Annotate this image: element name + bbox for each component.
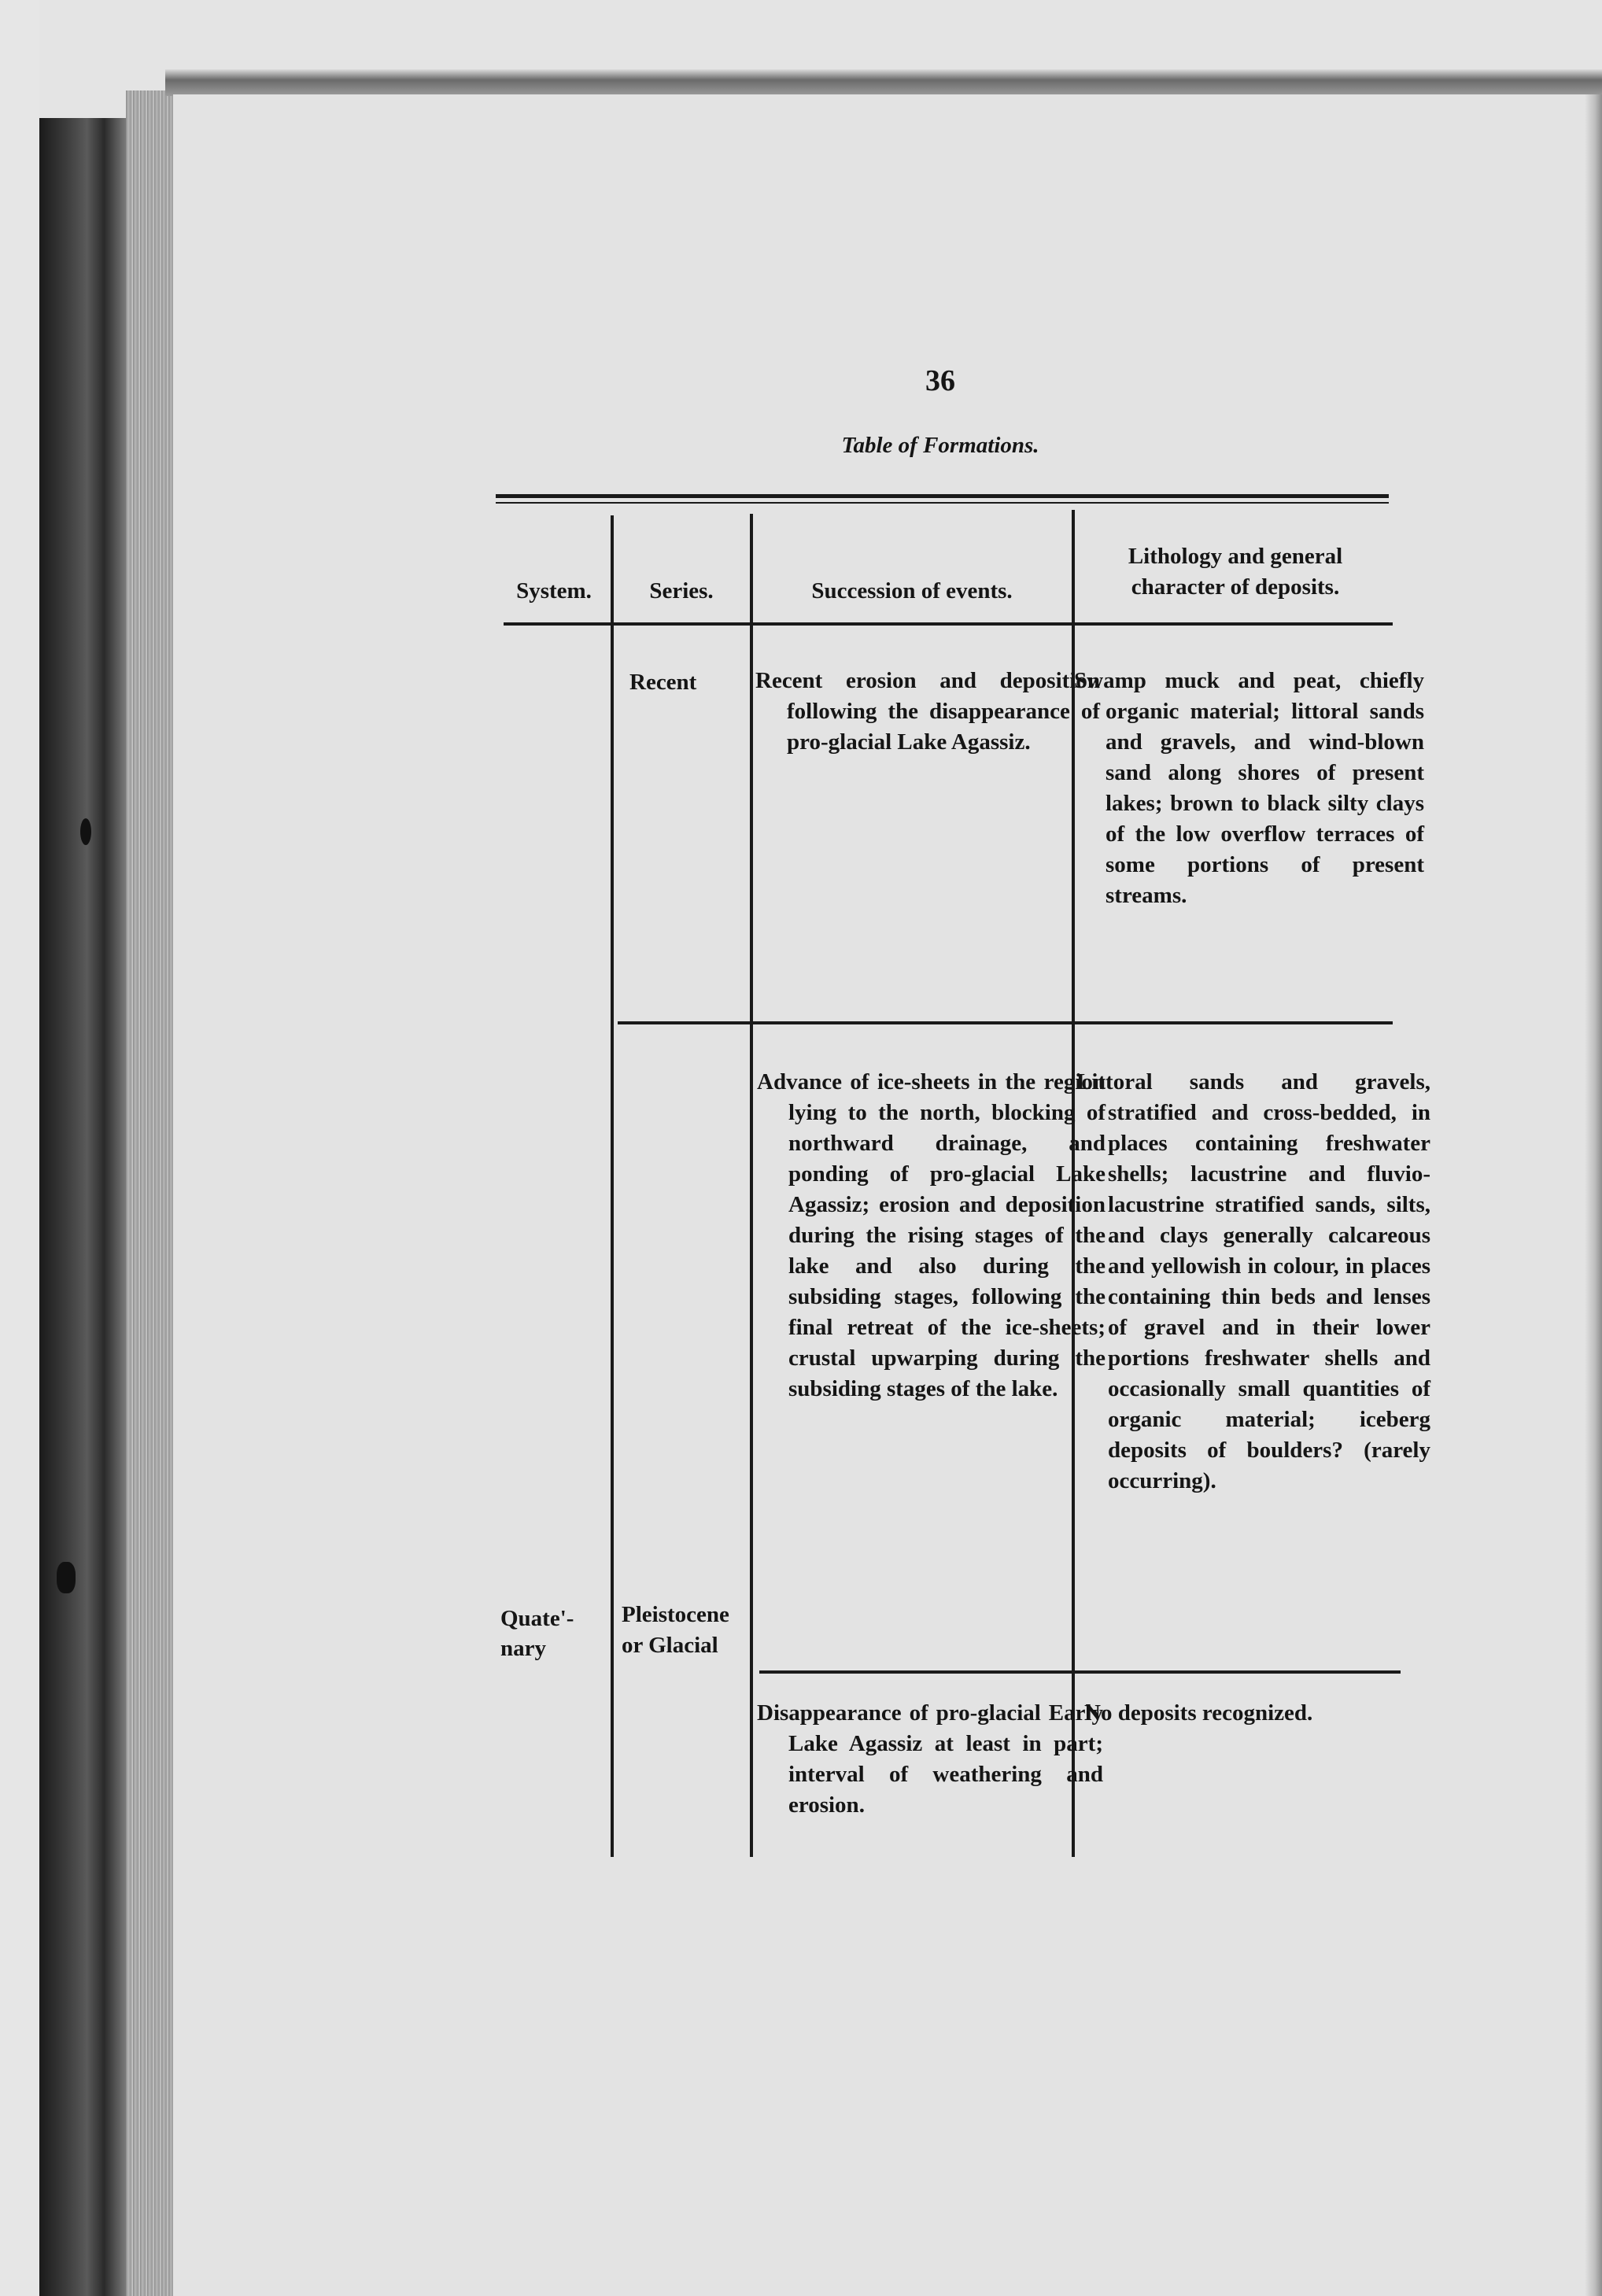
lithology-recent: Swamp muck and peat, chiefly organic material; littoral sands and gravels, and wind-blown sand along shores of present lakes; brown to black silty clays of the low overflow terraces of some portions of present streams.: [1074, 668, 1424, 908]
system-quaternary: Quate'-nary: [500, 1606, 574, 1661]
lithology-pleistocene: Littoral sands and gravels, stratified and cross-bedded, in places containing freshwater shells; lacustrine and fluvio-lacustrine stratified sands, silts, and clays generally calcareous and yellowish in colour, in places containing thin beds and lenses of gravel and in their lower portions freshwater shells and occasionally small quantities of organic material; iceberg deposits of boulders? (rarely occurring).: [1076, 1069, 1430, 1493]
header-bottom-rule: [504, 622, 1393, 626]
series-pleistocene-line1: Pleistocene: [622, 1602, 729, 1627]
page-right-shadow: [1585, 94, 1602, 2296]
header-events: Succession of events.: [811, 578, 1013, 604]
header-lithology: Lithology and general character of deposits.: [1128, 544, 1343, 600]
events-pleistocene: Advance of ice-sheets in the region lying to the north, blocking of northward drainage, and ponding of pro-glacial Lake Agassiz; erosion and deposition during the rising stages of the lake and also during the subsiding stages, following the final retreat of the ice-sheets; crustal upwarping during the subsiding stages of the lake.: [757, 1069, 1106, 1401]
series-pleistocene-line2: or Glacial: [622, 1633, 718, 1658]
page-edges: [126, 90, 173, 2296]
book-binding: [39, 118, 126, 2296]
header-system: System.: [516, 578, 592, 604]
scan-margin: [0, 0, 39, 2296]
column-divider-1: [611, 515, 614, 1857]
table-top-rule: [496, 494, 1389, 498]
row-divider-2: [759, 1670, 1401, 1674]
header-series: Series.: [649, 578, 714, 604]
series-pleistocene: [622, 1600, 751, 1661]
events-early-agassiz: Disappearance of pro-glacial Early Lake Agassiz at least in part; interval of weathering and erosion.: [757, 1700, 1103, 1818]
page-top-edge: [165, 69, 1602, 96]
events-recent: Recent erosion and deposition following the disappearance of pro-glacial Lake Agassiz.: [755, 668, 1100, 755]
series-recent: Recent: [629, 670, 697, 695]
row-divider-1: [618, 1021, 1393, 1024]
page-number: 36: [925, 364, 955, 397]
ink-blot: [57, 1562, 76, 1593]
lithology-early-agassiz: No deposits recognized.: [1084, 1700, 1313, 1726]
table-top-rule-second: [496, 502, 1389, 504]
table-title: Table of Formations.: [841, 433, 1039, 458]
ink-blot: [80, 818, 91, 845]
